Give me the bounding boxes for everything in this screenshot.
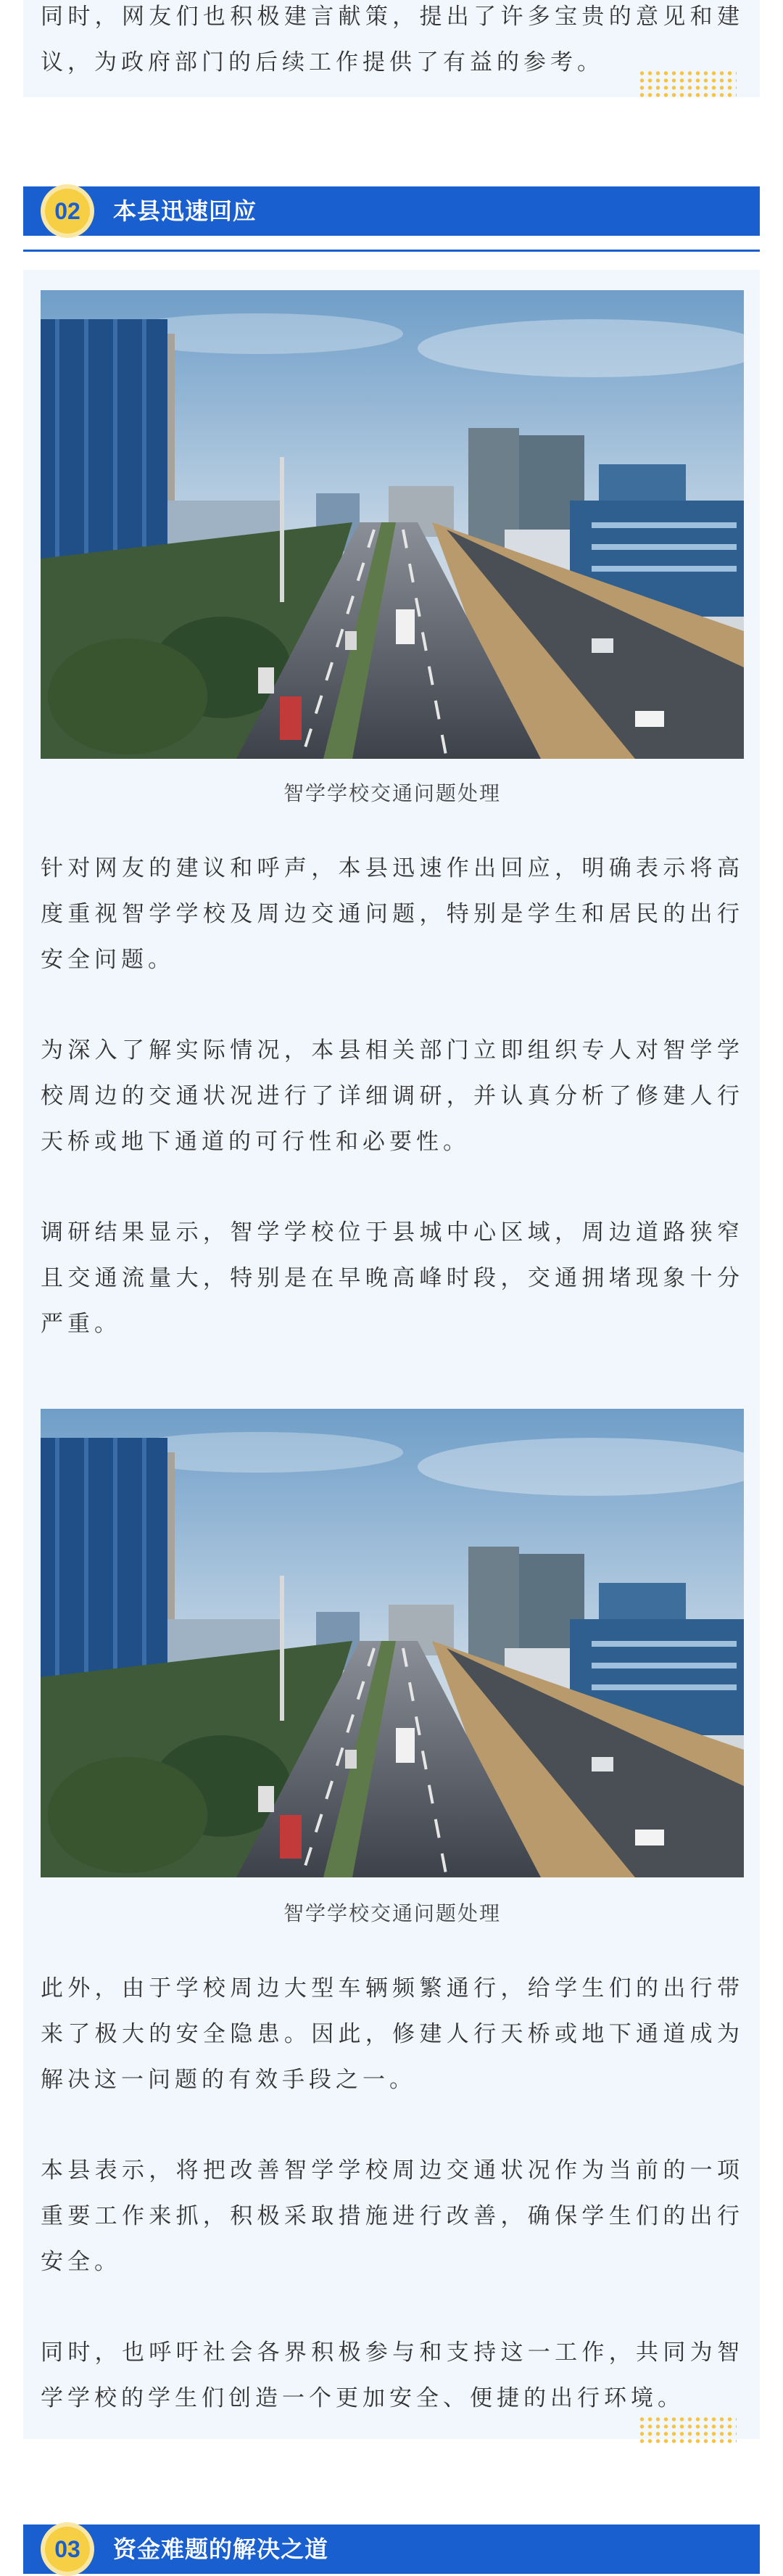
decorative-dots bbox=[638, 2416, 737, 2443]
body-paragraph: 本县表示，将把改善智学学校周边交通状况作为当前的一项重要工作来抓，积极采取措施进行改善，确保学生们的出行安全。 bbox=[41, 2157, 744, 2275]
highway-photo-2 bbox=[41, 1409, 744, 1877]
section-header-02 bbox=[23, 186, 760, 236]
section-header-03 bbox=[23, 2524, 760, 2574]
image-caption-2: 智学学校交通问题处理 bbox=[283, 1901, 501, 1925]
section-number: 02 bbox=[45, 189, 90, 234]
image-caption-1: 智学学校交通问题处理 bbox=[283, 781, 501, 805]
section-number-badge bbox=[41, 2522, 94, 2576]
section-number: 03 bbox=[45, 2527, 90, 2572]
section-title: 资金难题的解决之道 bbox=[113, 2535, 329, 2563]
section-number-badge bbox=[41, 184, 94, 238]
section-02-card bbox=[23, 270, 760, 2439]
section-divider bbox=[23, 250, 760, 252]
body-paragraph: 针对网友的建议和呼声，本县迅速作出回应，明确表示将高度重视智学学校及周边交通问题，特别是学生和居民的出行安全问题。 bbox=[41, 855, 744, 973]
highway-photo-2-graphic bbox=[41, 1409, 744, 1877]
highway-photo-1-graphic bbox=[41, 290, 744, 759]
intro-card bbox=[23, 0, 760, 97]
body-paragraph: 调研结果显示，智学学校位于县城中心区域，周边道路狭窄且交通流量大，特别是在早晚高峰时段，交通拥堵现象十分严重。 bbox=[41, 1219, 744, 1337]
section-title: 本县迅速回应 bbox=[113, 197, 257, 225]
decorative-dots bbox=[638, 70, 737, 97]
intro-paragraph: 同时，网友们也积极建言献策，提出了许多宝贵的意见和建议，为政府部门的后续工作提供了有益的参考。 bbox=[41, 4, 744, 75]
body-paragraph: 为深入了解实际情况，本县相关部门立即组织专人对智学学校周边的交通状况进行了详细调研，并认真分析了修建人行天桥或地下通道的可行性和必要性。 bbox=[41, 1037, 744, 1155]
body-paragraph: 此外，由于学校周边大型车辆频繁通行，给学生们的出行带来了极大的安全隐患。因此，修建人行天桥或地下通道成为解决这一问题的有效手段之一。 bbox=[41, 1975, 744, 2093]
body-paragraph: 同时，也呼吁社会各界积极参与和支持这一工作，共同为智学学校的学生们创造一个更加安全、便捷的出行环境。 bbox=[41, 2340, 744, 2411]
highway-photo-1 bbox=[41, 290, 744, 759]
